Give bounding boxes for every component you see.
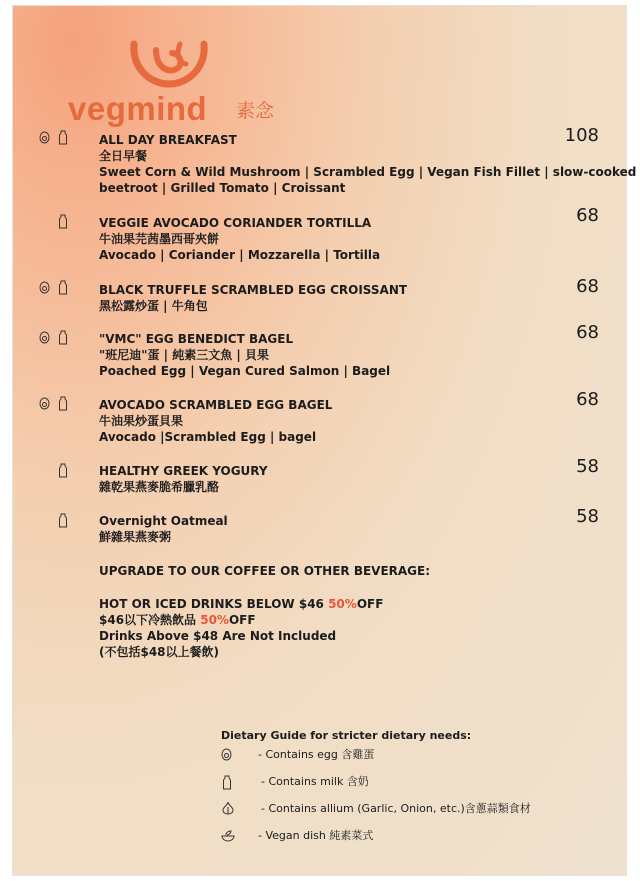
upgrade-offer xyxy=(99,596,629,660)
item-price: 68 xyxy=(576,322,599,343)
menu-item-avocado-tortilla xyxy=(99,215,629,263)
milk-icon xyxy=(59,463,67,478)
item-price: 58 xyxy=(576,506,599,527)
milk-icon xyxy=(59,330,67,345)
offer-exclusion-chinese: (不包括$48以上餐飲) xyxy=(99,645,220,659)
item-chinese: "班尼迪"蛋 | 純素三文魚 | 貝果 xyxy=(99,348,269,362)
item-description: beetroot | Grilled Tomato | Croissant xyxy=(99,181,346,195)
egg-icon xyxy=(39,281,50,294)
offer-line-english: HOT OR ICED DRINKS BELOW $46 50%OFF xyxy=(99,597,384,611)
milk-icon xyxy=(223,775,231,790)
egg-icon xyxy=(39,331,50,344)
menu-item-greek-yogurt xyxy=(99,463,629,495)
egg-icon xyxy=(221,748,232,761)
discount-highlight: 50% xyxy=(328,597,357,611)
dietary-guide-title: Dietary Guide for stricter dietary needs: xyxy=(221,729,472,742)
item-description: Avocado |Scrambled Egg | bagel xyxy=(99,430,317,444)
item-title: HEALTHY GREEK YOGURY xyxy=(99,464,268,478)
egg-icon xyxy=(39,397,50,410)
milk-icon xyxy=(59,396,67,411)
brand-name: vegmind xyxy=(68,90,208,127)
item-chinese: 黑松露炒蛋 | 牛角包 xyxy=(99,299,208,313)
vegan-bowl-icon xyxy=(221,829,235,842)
item-price: 68 xyxy=(576,389,599,410)
item-description: Poached Egg | Vegan Cured Salmon | Bagel xyxy=(99,364,391,378)
milk-icon xyxy=(59,513,67,528)
offer-line-chinese: $46以下冷熱飲品 50%OFF xyxy=(99,613,256,627)
item-chinese: 鮮雜果燕麥粥 xyxy=(99,530,172,544)
item-chinese: 雜乾果燕麥脆希臘乳酪 xyxy=(99,480,220,494)
menu-item-avocado-egg-bagel xyxy=(99,397,629,445)
brand-name-chinese: 素念 xyxy=(236,100,275,122)
legend-vegan: - Vegan dish 純素菜式 xyxy=(258,829,374,842)
item-title: AVOCADO SCRAMBLED EGG BAGEL xyxy=(99,398,333,412)
legend-egg: - Contains egg 含雞蛋 xyxy=(258,748,375,761)
item-price: 68 xyxy=(576,205,599,226)
item-chinese: 牛油果炒蛋貝果 xyxy=(99,414,184,428)
discount-highlight: 50% xyxy=(200,613,229,627)
milk-icon xyxy=(59,214,67,229)
item-price: 108 xyxy=(564,125,599,146)
egg-icon xyxy=(39,131,50,144)
item-price: 58 xyxy=(576,456,599,477)
item-price: 68 xyxy=(576,276,599,297)
menu-item-overnight-oatmeal xyxy=(99,513,629,545)
menu-item-egg-benedict-bagel xyxy=(99,331,629,379)
item-title: BLACK TRUFFLE SCRAMBLED EGG CROISSANT xyxy=(99,283,408,297)
logo-mark-icon xyxy=(126,38,212,88)
milk-icon xyxy=(59,130,67,145)
brand-logo xyxy=(68,38,278,128)
item-title: "VMC" EGG BENEDICT BAGEL xyxy=(99,332,294,346)
menu-sheet xyxy=(13,6,637,875)
garlic-icon xyxy=(221,801,235,815)
menu-item-all-day-breakfast xyxy=(99,132,637,196)
menu-item-truffle-croissant xyxy=(99,282,629,314)
item-title: VEGGIE AVOCADO CORIANDER TORTILLA xyxy=(99,216,372,230)
upgrade-heading: UPGRADE TO OUR COFFEE OR OTHER BEVERAGE: xyxy=(99,564,431,578)
legend-allium: - Contains allium (Garlic, Onion, etc.)含蔥蒜類食材 xyxy=(261,802,531,815)
legend-milk: - Contains milk 含奶 xyxy=(261,775,369,788)
dietary-guide xyxy=(221,729,551,842)
item-description: Sweet Corn & Wild Mushroom | Scrambled Egg | Vegan Fish Fillet | slow-cooked xyxy=(99,165,637,179)
item-description: Avocado | Coriander | Mozzarella | Tortilla xyxy=(99,248,381,262)
item-chinese: 牛油果芫茜墨西哥夾餅 xyxy=(99,232,220,246)
milk-icon xyxy=(59,280,67,295)
offer-exclusion: Drinks Above $48 Are Not Included xyxy=(99,629,337,643)
item-chinese: 全日早餐 xyxy=(99,149,148,163)
item-title: ALL DAY BREAKFAST xyxy=(99,133,237,147)
upgrade-heading-block xyxy=(99,563,629,579)
item-title: Overnight Oatmeal xyxy=(99,514,228,528)
